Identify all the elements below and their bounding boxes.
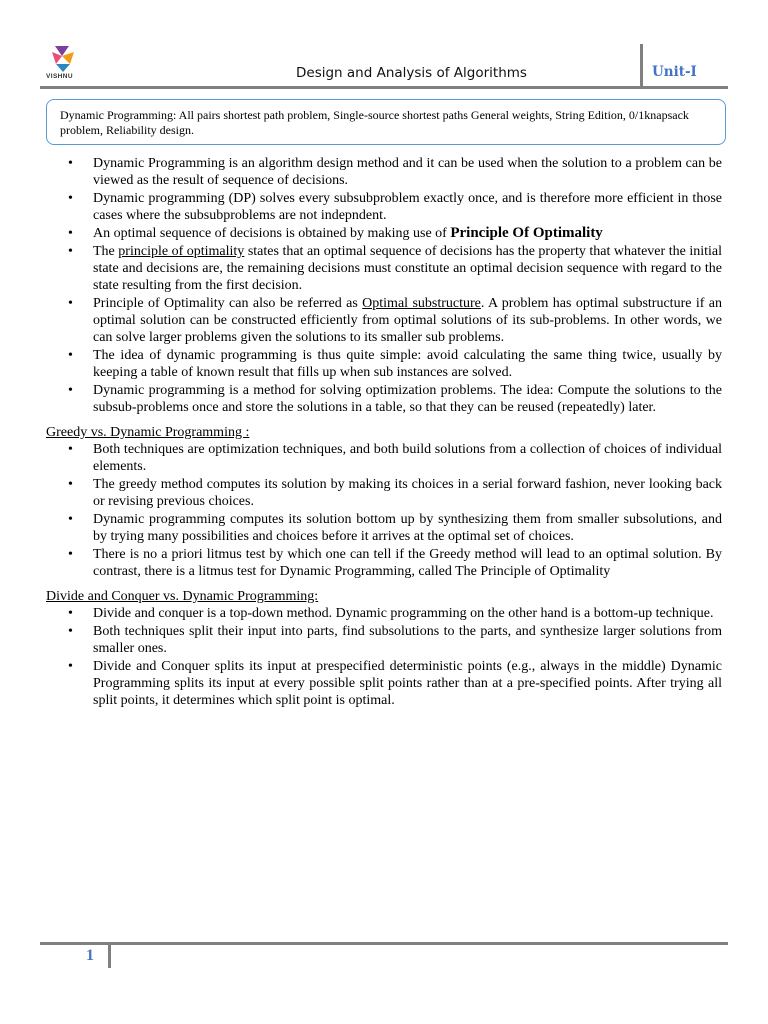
logo-text: VISHNU xyxy=(46,73,73,80)
list-item: • Both techniques are optimization techniques, and both build solutions from a collection of choices of individual elements. xyxy=(46,441,722,475)
greedy-heading: Greedy vs. Dynamic Programming : xyxy=(46,425,250,440)
list-item xyxy=(46,243,722,294)
topics-box: Dynamic Programming: All pairs shortest path problem, Single-source shortest paths General weights, String Edition, 0/1knapsack problem, Reliability design. xyxy=(46,99,726,145)
unit-label: Unit-I xyxy=(652,64,697,80)
list-item: • Dynamic programming computes its solution bottom up by synthesizing them from smaller subsolutions, and by trying many possibilities and choices before it arrives at the optimal set of choices. xyxy=(46,511,722,545)
header-rule xyxy=(40,86,728,89)
divide-bullet-list xyxy=(46,605,722,709)
document-title: Design and Analysis of Algorithms xyxy=(296,65,527,81)
page-body xyxy=(46,155,722,710)
emphasis-text: Principle Of Optimality xyxy=(450,225,603,241)
underlined-term: Optimal substructure xyxy=(362,296,481,311)
list-item: • Both techniques split their input into parts, find subsolutions to the parts, and synthesize larger solutions from smaller ones. xyxy=(46,623,722,657)
list-item xyxy=(46,225,722,242)
header-divider xyxy=(640,44,643,88)
item-text: Principle of Optimality can also be referred as xyxy=(93,296,363,311)
list-item xyxy=(46,295,722,346)
item-text: An optimal sequence of decisions is obtained by making use of xyxy=(93,226,451,241)
list-item: • The idea of dynamic programming is thus quite simple: avoid calculating the same thing twice, usually by keeping a table of known result that fills up when sub instances are solved. xyxy=(46,347,722,381)
item-text: states that an optimal sequence of decisions has the property that whatever the initial state and decisions are, the remaining decisions must constitute an optimal decision sequence with regard to the state resulting from the first decision. xyxy=(93,244,722,293)
list-item: • Divide and Conquer splits its input at prespecified deterministic points (e.g., always in the middle) Dynamic Programming splits its input at every possible split points rather than at a pre-specified points. After trying all split points, it determines which split point is optimal. xyxy=(46,658,722,709)
page-number: 1 xyxy=(86,947,94,964)
footer-rule xyxy=(40,942,728,945)
footer-divider xyxy=(108,944,111,968)
item-text: . A problem has optimal substructure if an optimal solution can be constructed efficiently from optimal solutions of its sub-problems. In other words, we can solve larger problems given the solutions to its smaller sub problems. xyxy=(93,296,723,345)
divide-heading: Divide and Conquer vs. Dynamic Programming: xyxy=(46,589,319,604)
item-text: The xyxy=(93,244,119,259)
page-header xyxy=(0,0,768,100)
list-item: • Dynamic programming (DP) solves every subsubproblem exactly once, and is therefore more efficient in those cases where the subsubproblems are not indepndent. xyxy=(46,190,722,224)
list-item: • Dynamic programming is a method for solving optimization problems. The idea: Compute the solutions to the subsub-problems once and store the solutions in a table, so that they can be reused (repeatedly) later. xyxy=(46,382,722,416)
list-item: • Divide and conquer is a top-down method. Dynamic programming on the other hand is a bottom-up technique. xyxy=(46,605,722,622)
list-item: • There is no a priori litmus test by which one can tell if the Greedy method will lead to an optimal solution. By contrast, there is a litmus test for Dynamic Programming, called The Principle of Optimality xyxy=(46,546,722,580)
greedy-bullet-list xyxy=(46,441,722,580)
list-item: • The greedy method computes its solution by making its choices in a serial forward fashion, never looking back or revising previous choices. xyxy=(46,476,722,510)
list-item: • Dynamic Programming is an algorithm design method and it can be used when the solution to a problem can be viewed as the result of sequence of decisions. xyxy=(46,155,722,189)
underlined-term: principle of optimality xyxy=(118,244,245,259)
dp-bullet-list xyxy=(46,155,722,416)
